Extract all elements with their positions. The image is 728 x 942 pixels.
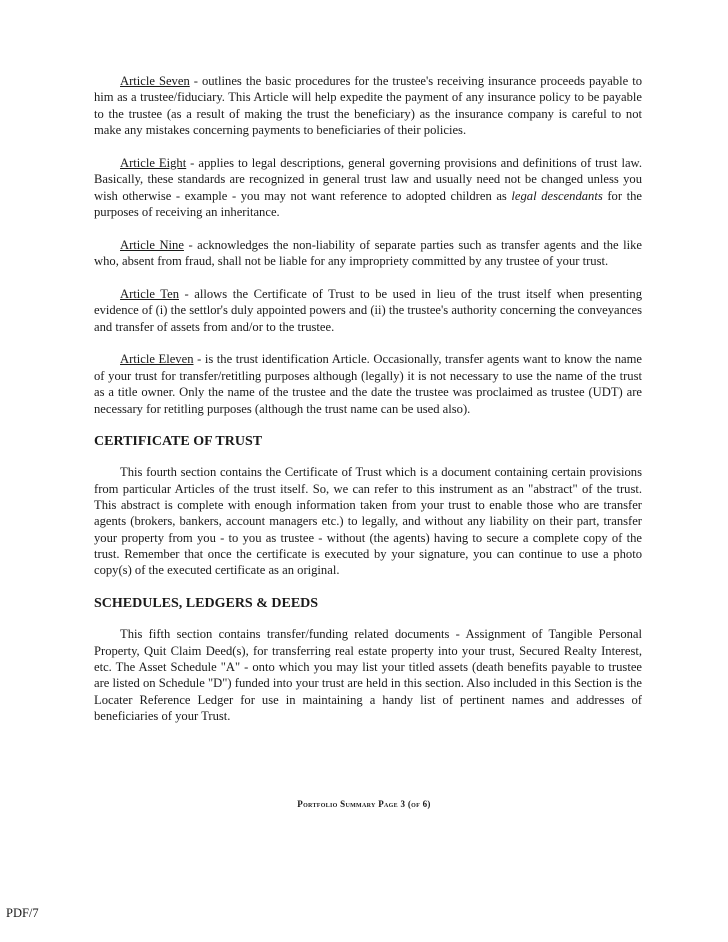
schedules-ledgers-deeds-paragraph: This fifth section contains transfer/funding related documents - Assignment of Tangible Personal Property, Quit Claim Deed(s), for transferring real estate property into your trust, Secured Realty Interest, etc. The Asset Schedule "A" - onto which you may list your titled assets (death benefits payable to trustee are listed on Schedule "D") funded into your trust are held in this section. Also included in this Section is the Locater Reference Ledger for use in maintaining a handy list of pertinent names and addresses of beneficiaries of your Trust. xyxy=(94,627,642,723)
article-nine-title: Article Nine xyxy=(120,237,184,252)
article-nine-paragraph xyxy=(94,237,642,270)
page-footer: Portfolio Summary Page 3 (of 6) xyxy=(297,799,431,809)
article-seven-title: Article Seven xyxy=(120,74,190,88)
article-eight-tail: for the purposes of receiving an inheritance. xyxy=(94,188,642,219)
article-ten-title: Article Ten xyxy=(120,286,179,301)
article-eleven-paragraph xyxy=(94,351,642,416)
article-eight-title: Article Eight xyxy=(120,155,187,170)
article-eleven-text: - is the trust identification Article. Occasionally, transfer agents want to know the name of your trust for transfer/retitling purposes although (legally) it is not necessary to use the name of the trust as a title owner. Only the name of the trustee and the date the trustee was proclaimed as trustee (UDT) are necessary for retitling purposes (although the trust name can be used also). xyxy=(94,352,642,416)
article-seven-text: - outlines the basic procedures for the trustee's receiving insurance proceeds payable to him as a trustee/fiduciary. This Article will help expedite the payment of any insurance policy to be payable to the trustee (as a result of making the trust the beneficiary) as the insurance company is careful to not make any mistakes concerning payments to beneficiaries of their policies. xyxy=(94,74,642,138)
article-eight-italic-term: legal descendants xyxy=(511,188,603,203)
article-nine-text: - acknowledges the non-liability of separate parties such as transfer agents and the like who, absent from fraud, shall not be liable for any impropriety committed by any trustee of your trust. xyxy=(94,237,643,269)
article-eight-paragraph xyxy=(94,155,642,220)
article-ten-text: - allows the Certificate of Trust to be used in lieu of the trust itself when presenting evidence of (i) the settlor's duly appointed powers and (ii) the trustee's authority concerning the conveyances and transfer of assets from and/or to the trustee. xyxy=(94,286,642,334)
article-eleven-title: Article Eleven xyxy=(120,352,194,367)
certificate-of-trust-paragraph: This fourth section contains the Certificate of Trust which is a document containing certain provisions from particular Articles of the trust itself. So, we can refer to this instrument as an "abstract" of the trust. This abstract is complete with enough information taken from your trust to enable those who are transfer agents (brokers, bankers, account managers etc.) to legally, and without any liability on their part, transfer your property from you - to you as trustee - without (the agents) having to secure a complete copy of the trust. Remember that once the certificate is executed by your signature, you can continue to use a photo copy(s) of the executed certificate as an original. xyxy=(94,465,642,578)
certificate-of-trust-heading: CERTIFICATE OF TRUST xyxy=(94,434,263,450)
schedules-ledgers-deeds-heading: SCHEDULES, LEDGERS & DEEDS xyxy=(94,596,319,612)
article-seven-paragraph xyxy=(94,73,642,138)
article-eight-text: - applies to legal descriptions, general governing provisions and definitions of trust law. Basically, these standards are recognized in general trust law and usually need not be changed unless you wish otherwise - example - you may not want reference to adopted children as xyxy=(94,155,642,203)
pdf-page-label: PDF/7 xyxy=(6,906,39,920)
article-ten-paragraph xyxy=(94,286,642,335)
document-body xyxy=(94,73,642,741)
